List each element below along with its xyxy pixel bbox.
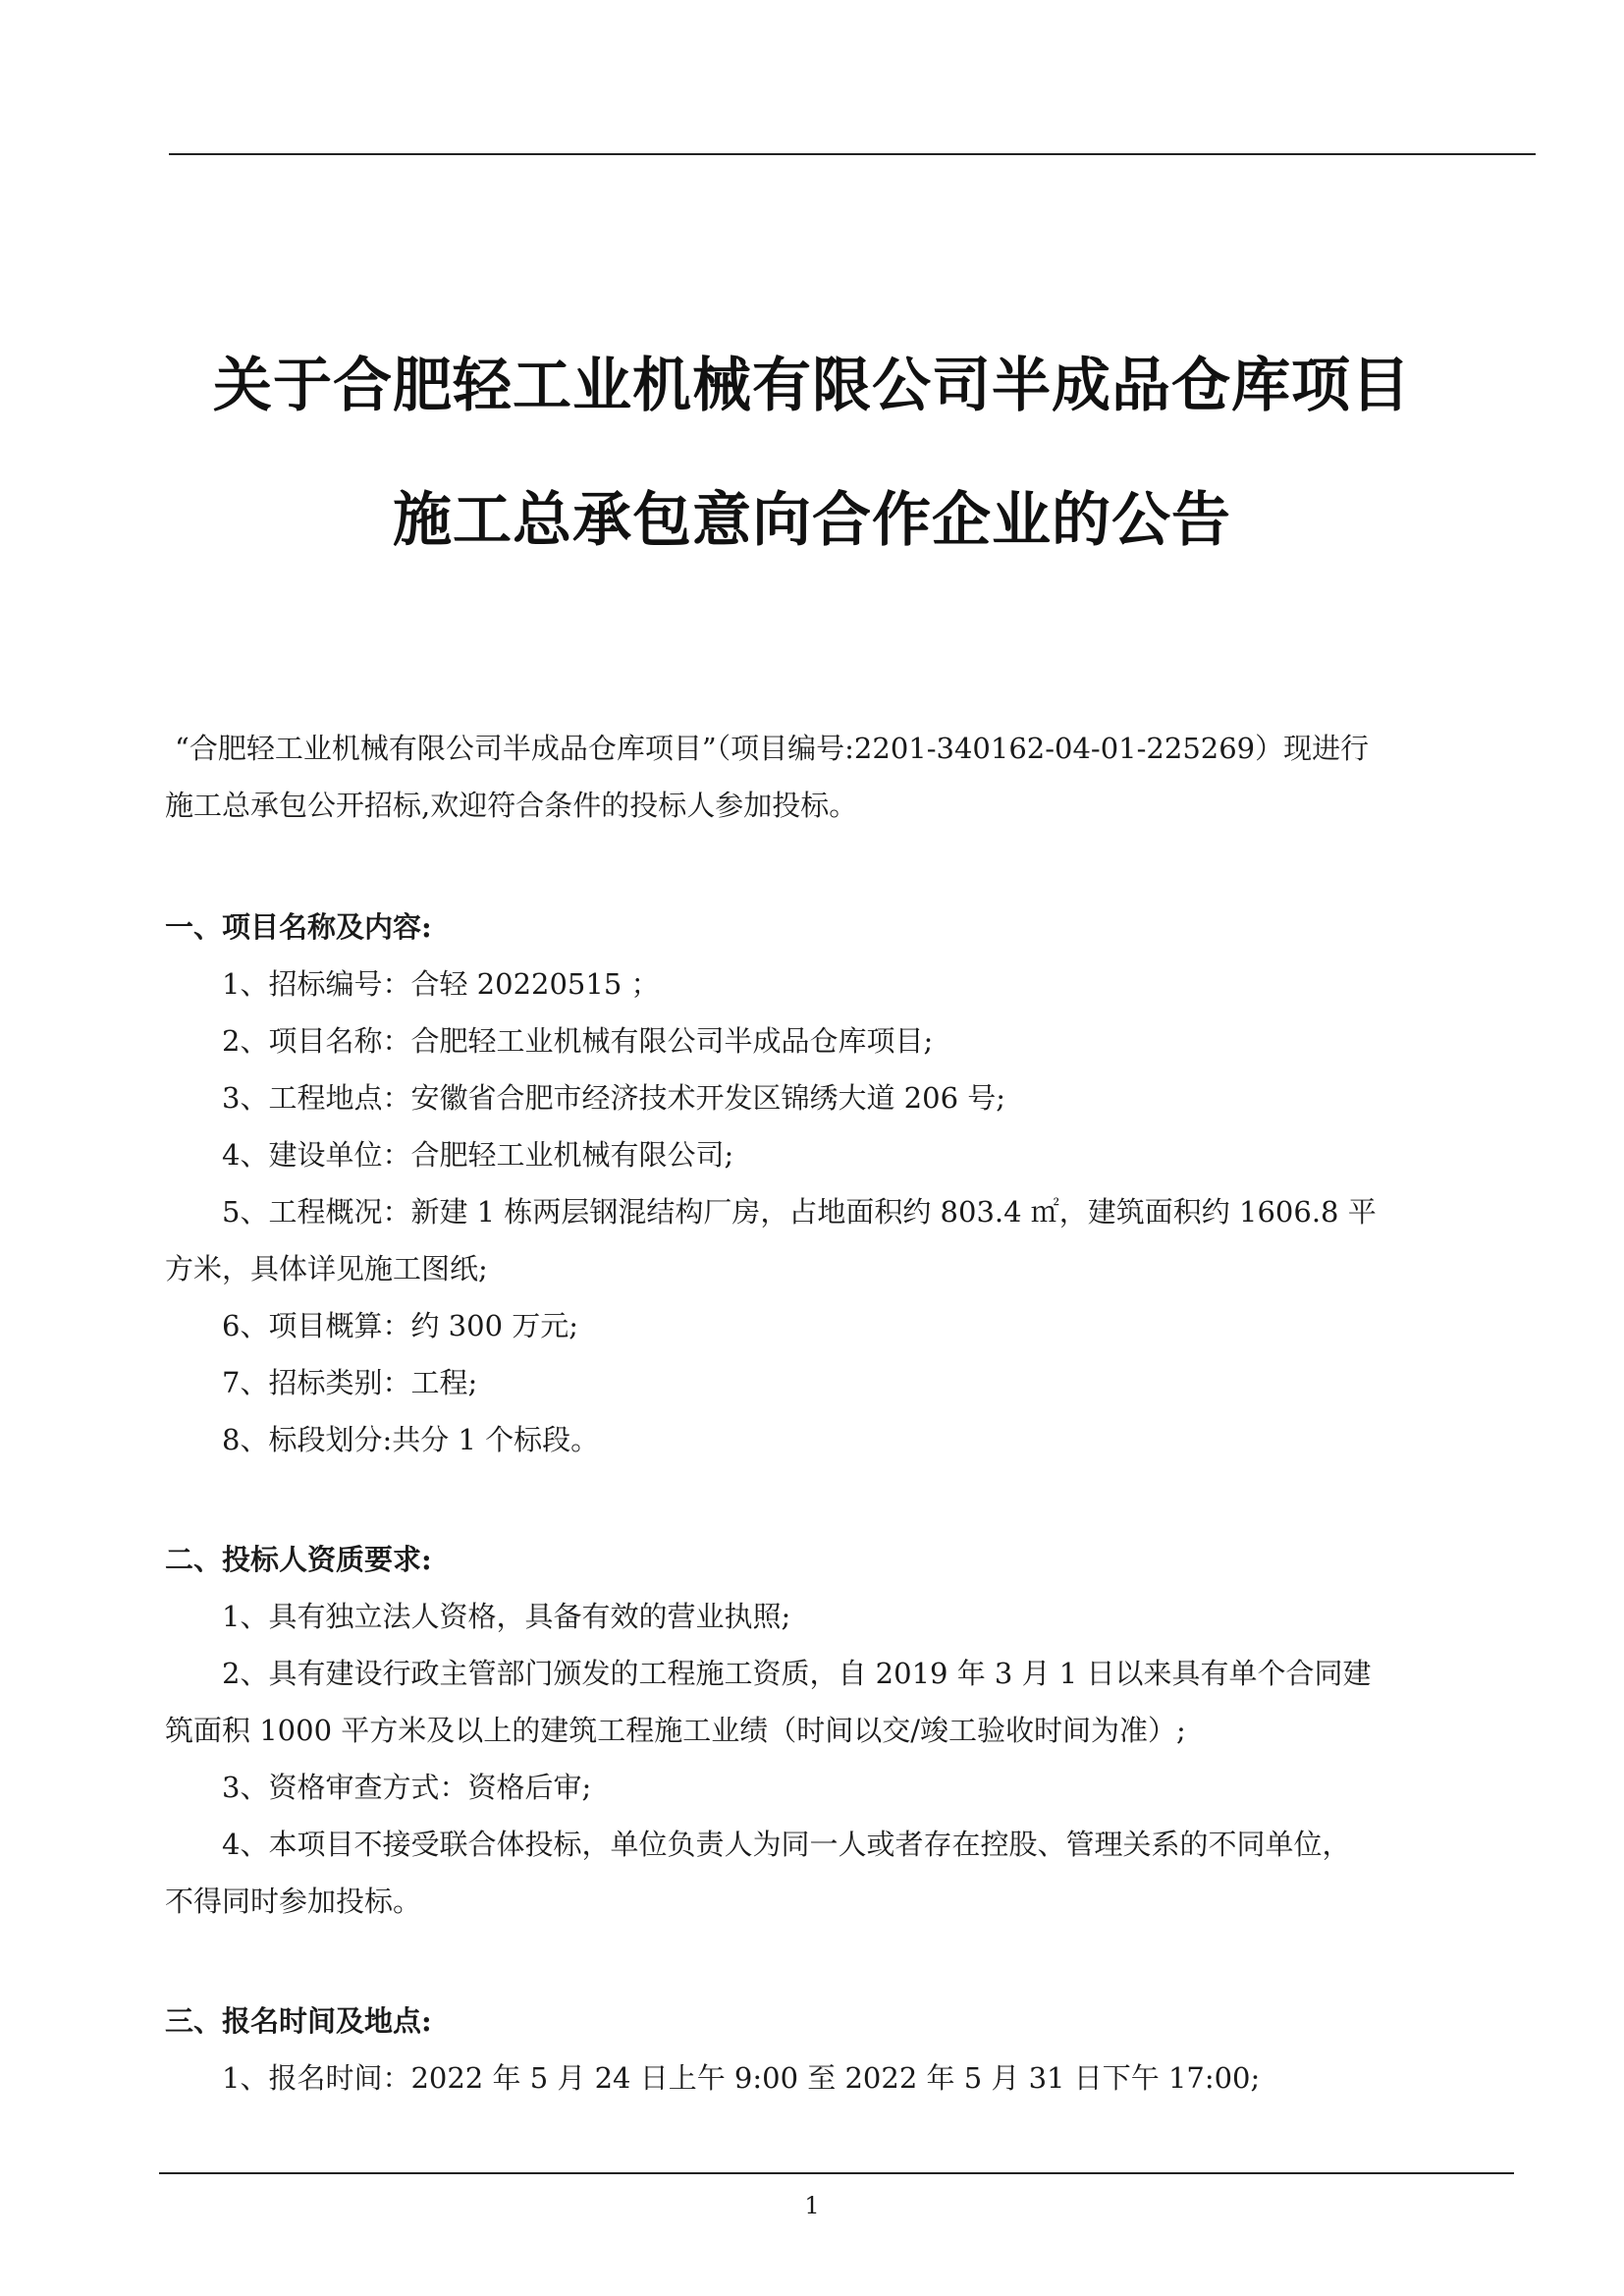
section3-heading: 三、报名时间及地点: [165,2004,432,2038]
section2-item: 不得同时参加投标。 [165,1885,422,1918]
document-title-line1: 关于合肥轻工业机械有限公司半成品仓库项目 [213,352,1411,420]
document-title-line2: 施工总承包意向合作企业的公告 [393,486,1231,555]
section1-item: 6、项目概算：约 300 万元; [222,1309,579,1342]
section1-item: 2、项目名称：合肥轻工业机械有限公司半成品仓库项目; [222,1024,934,1058]
section2-item: 2、具有建设行政主管部门颁发的工程施工资质，自 2019 年 3 月 1 日以来具有单个合同建 [222,1657,1372,1690]
section1-item: 8、标段划分:共分 1 个标段。 [222,1423,600,1456]
section2-item: 1、具有独立法人资格，具备有效的营业执照; [222,1600,791,1633]
section3-item: 1、报名时间：2022 年 5 月 24 日上午 9:00 至 2022 年 5 月 31 日下午 17:00; [222,2061,1261,2095]
intro-line-2: 施工总承包公开招标,欢迎符合条件的投标人参加投标。 [165,789,858,822]
section2-item: 筑面积 1000 平方米及以上的建筑工程施工业绩（时间以交/竣工验收时间为准）; [165,1714,1186,1747]
section1-item: 3、工程地点：安徽省合肥市经济技术开发区锦绣大道 206 号; [222,1081,1006,1115]
intro-line-1: “合肥轻工业机械有限公司半成品仓库项目”（项目编号:2201-340162-04-01-225269）现进行 [175,732,1370,765]
section1-item: 5、工程概况：新建 1 栋两层钢混结构厂房，占地面积约 803.4 ㎡，建筑面积约 1606.8 平 [222,1195,1377,1229]
page-number: 1 [804,2192,820,2219]
section1-heading: 一、项目名称及内容: [165,910,432,944]
header-rule [169,153,1536,155]
section1-item: 1、招标编号：合轻 20220515 ； [222,967,660,1001]
section1-item: 4、建设单位：合肥轻工业机械有限公司; [222,1138,734,1172]
section2-heading: 二、投标人资质要求: [165,1543,432,1576]
footer-rule [159,2172,1514,2174]
section1-item: 7、招标类别：工程; [222,1366,478,1399]
section2-item: 4、本项目不接受联合体投标，单位负责人为同一人或者存在控股、管理关系的不同单位， [222,1828,1351,1861]
section1-item: 方米，具体详见施工图纸; [165,1252,488,1285]
section2-item: 3、资格审查方式：资格后审; [222,1771,592,1804]
